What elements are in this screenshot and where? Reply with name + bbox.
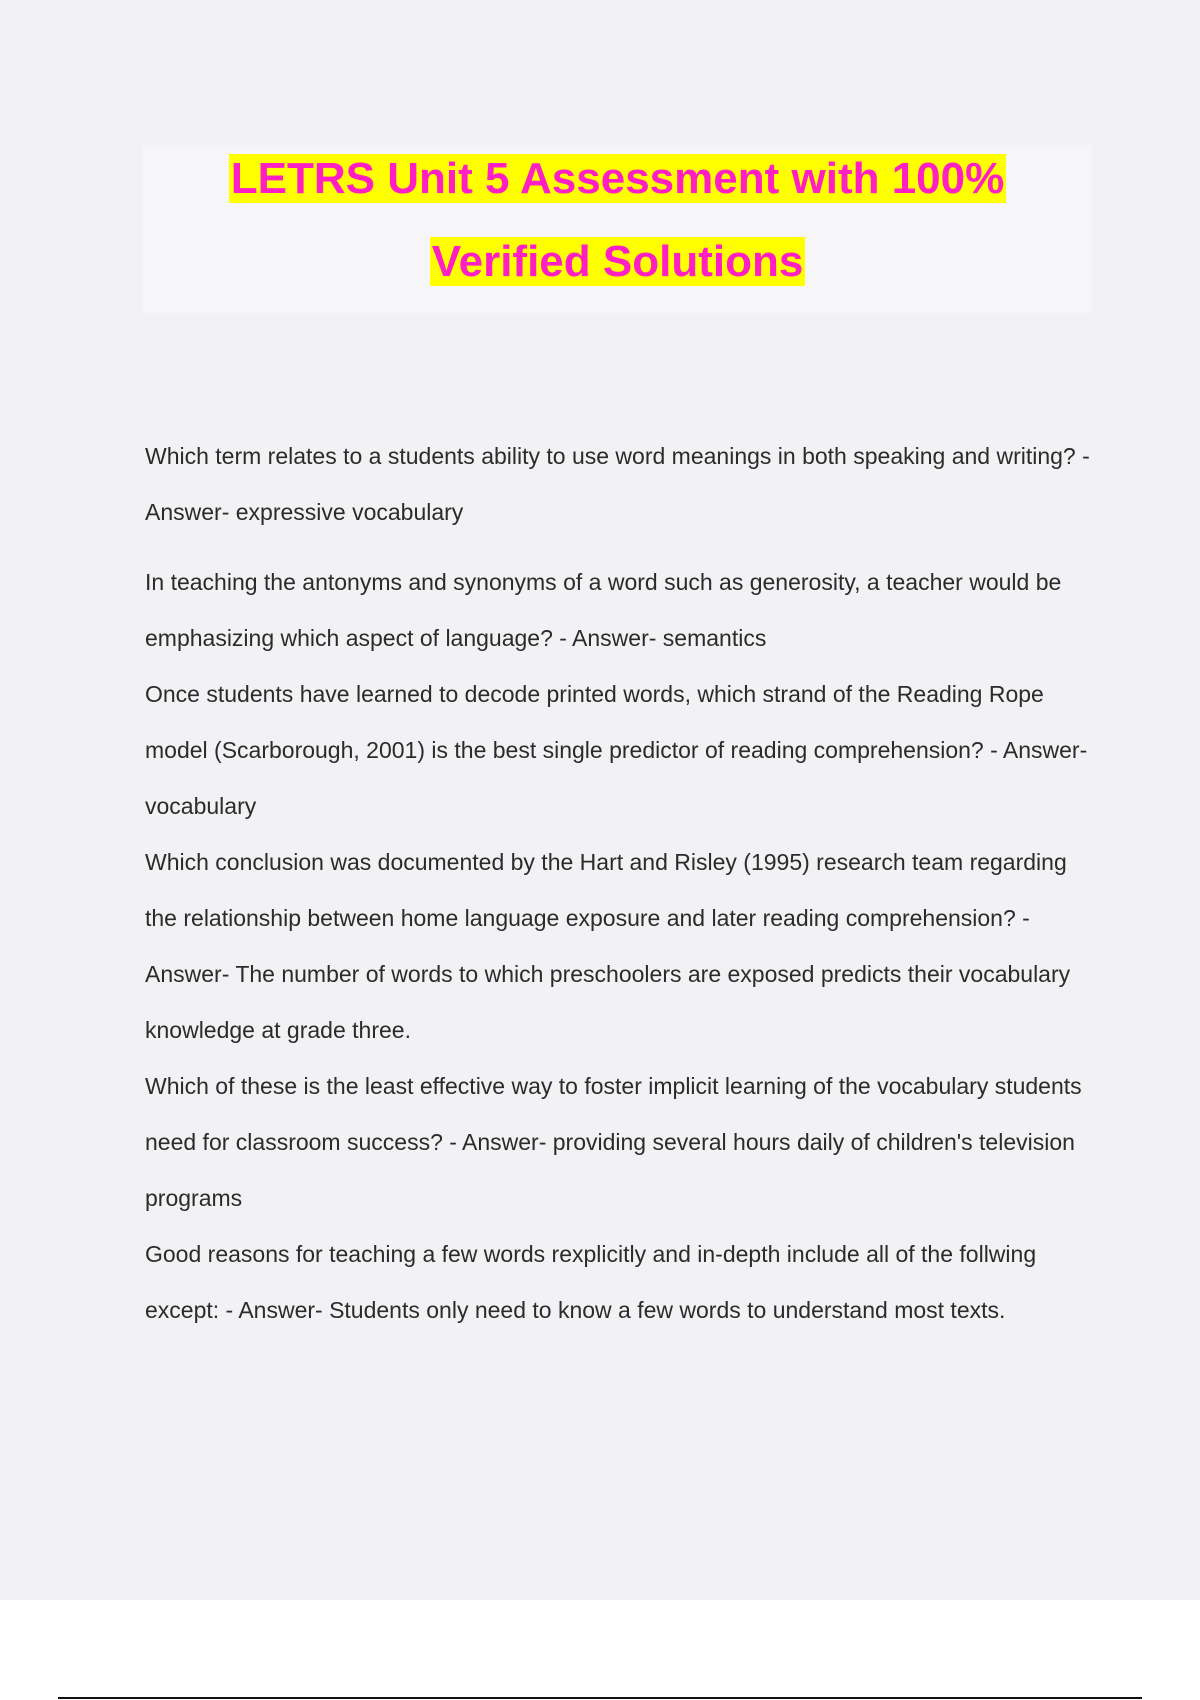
document-title-line-2 [143,236,1092,288]
qa-item-3: Once students have learned to decode printed words, which strand of the Reading Rope model (Scarborough, 2001) is the best single predictor of reading comprehension? - Answer- vocabulary [145,681,1088,819]
qa-item-4: Which conclusion was documented by the Hart and Risley (1995) research team regarding the relationship between home language exposure and later reading comprehension? - Answer- The number of words to which preschoolers are exposed predicts their vocabulary knowledge at grade three. [145,849,1071,1043]
document-title-line-1 [143,153,1092,205]
title-highlight-1: LETRS Unit 5 Assessment with 100% [230,154,1005,203]
title-highlight-2: Verified Solutions [431,237,804,286]
title-block [143,145,1092,313]
qa-item-1: Which term relates to a students ability to use word meanings in both speaking and writing? - Answer- expressive vocabulary [145,443,1090,525]
qa-list [145,428,1095,1338]
qa-item-6: Good reasons for teaching a few words rexplicitly and in-depth include all of the follwing except: - Answer- Students only need to know a few words to understand most texts. [145,1241,1037,1323]
qa-item-2: In teaching the antonyms and synonyms of a word such as generosity, a teacher would be emphasizing which aspect of language? - Answer- semantics [145,569,1062,651]
qa-item-5: Which of these is the least effective way to foster implicit learning of the vocabulary students need for classroom success? - Answer- providing several hours daily of children's television programs [145,1073,1082,1211]
footer-divider [58,1697,1142,1699]
